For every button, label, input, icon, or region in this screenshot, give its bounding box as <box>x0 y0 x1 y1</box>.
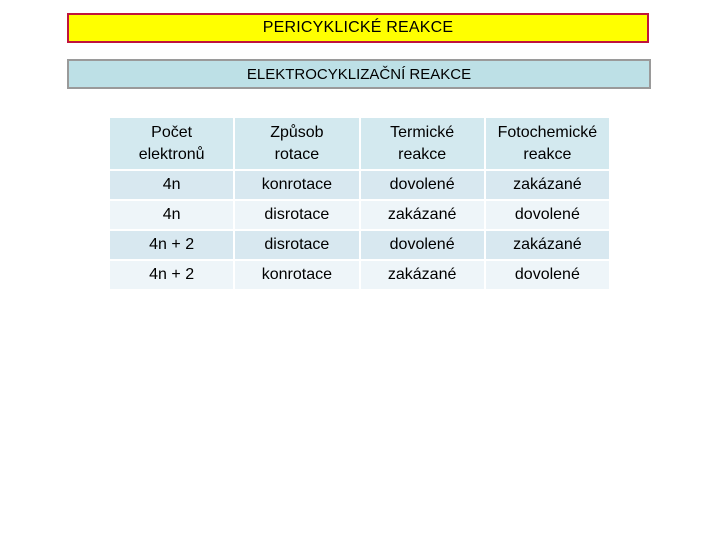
table-cell: 4n <box>110 201 233 229</box>
header-electron-count <box>110 118 233 169</box>
table-row <box>110 231 609 259</box>
table-cell: zakázané <box>486 171 609 199</box>
table-cell: dovolené <box>486 261 609 289</box>
header-line: Fotochemické <box>497 123 598 141</box>
table-row <box>110 201 609 229</box>
slide-subtitle <box>67 59 651 89</box>
header-photochemical-reaction <box>486 118 609 169</box>
slide-title <box>67 13 649 43</box>
table-cell: zakázané <box>361 261 484 289</box>
table-row <box>110 171 609 199</box>
table-row <box>110 261 609 289</box>
header-line: Počet <box>151 123 193 141</box>
header-thermal-reaction <box>361 118 484 169</box>
table-cell: disrotace <box>235 201 358 229</box>
electrocyclization-table <box>108 116 611 291</box>
table-cell: zakázané <box>361 201 484 229</box>
table-cell: 4n <box>110 171 233 199</box>
table-cell: konrotace <box>235 261 358 289</box>
header-line: Termické <box>390 123 455 141</box>
header-line: reakce <box>398 145 447 163</box>
table-cell: 4n + 2 <box>110 231 233 259</box>
table-cell: konrotace <box>235 171 358 199</box>
header-rotation-mode <box>235 118 358 169</box>
header-line: Způsob <box>270 123 324 141</box>
header-line: elektronů <box>138 145 205 163</box>
header-line: reakce <box>523 145 572 163</box>
table-cell: 4n + 2 <box>110 261 233 289</box>
table-cell: dovolené <box>361 231 484 259</box>
table-header-row <box>110 118 609 169</box>
table-cell: dovolené <box>486 201 609 229</box>
table-cell: zakázané <box>486 231 609 259</box>
slide-title-text: PERICYKLICKÉ REAKCE <box>262 19 454 36</box>
slide-subtitle-text: ELEKTROCYKLIZAČNÍ REAKCE <box>246 65 472 83</box>
table-cell: disrotace <box>235 231 358 259</box>
table-cell: dovolené <box>361 171 484 199</box>
header-line: rotace <box>274 145 320 163</box>
